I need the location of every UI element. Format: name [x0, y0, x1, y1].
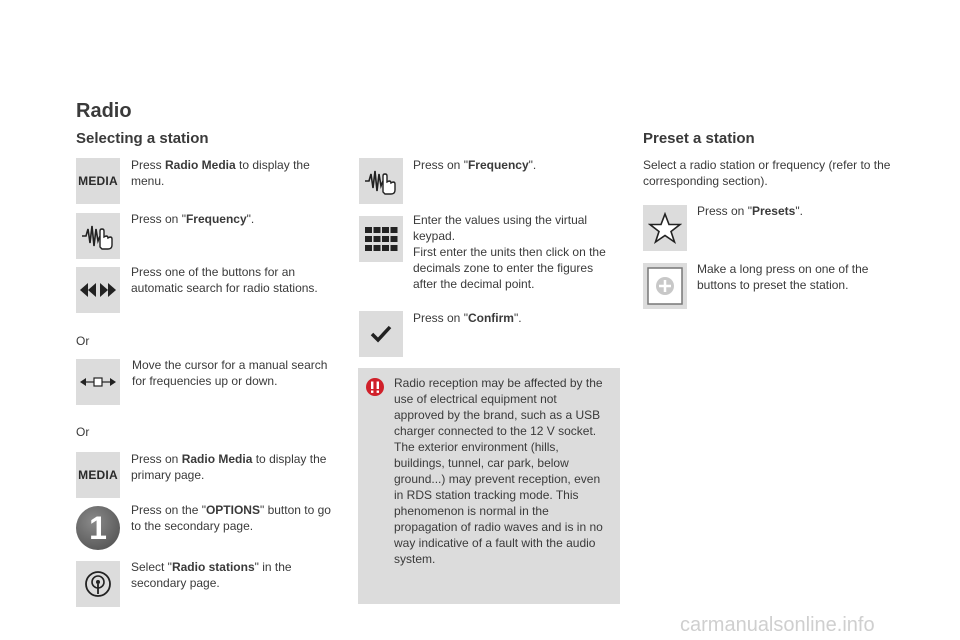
step-press-options: Press on the "OPTIONS" button to go to the secondary page.: [131, 503, 331, 533]
radio-station-icon: [76, 561, 120, 607]
frequency-hand-icon: [359, 158, 403, 204]
step-press-radio-media-primary: Press on Radio Media to display the primary page.: [131, 452, 327, 482]
step-select-radio-stations: Select "Radio stations" in the secondary page.: [131, 560, 292, 590]
step-manual-search: Move the cursor for a manual search for frequencies up or down.: [132, 358, 328, 388]
step-press-presets: Press on "Presets".: [697, 204, 803, 218]
preset-slot-icon: [643, 263, 687, 309]
step-long-press: Make a long press on one of the buttons to preset the station.: [697, 262, 869, 292]
selecting-heading: Selecting a station: [76, 130, 209, 147]
or-label: Or: [76, 425, 90, 439]
step-press-frequency: Press on "Frequency".: [413, 158, 537, 172]
seek-buttons-icon: [76, 267, 120, 313]
media-label: MEDIA: [78, 174, 118, 188]
check-icon: [359, 311, 403, 357]
watermark: carmanualsonline.info: [680, 614, 875, 636]
or-label: Or: [76, 334, 90, 348]
step-press-radio-media: Press Radio Media to display the menu.: [131, 158, 310, 188]
media-button-icon: [76, 158, 120, 204]
step-auto-search: Press one of the buttons for an automatic search for radio stations.: [131, 265, 318, 295]
preset-intro: Select a radio station or frequency (refer to the corresponding section).: [643, 158, 891, 188]
page-title: Radio: [76, 100, 132, 122]
media-button-icon: [76, 452, 120, 498]
chapter-number-badge: 1: [76, 506, 120, 550]
warning-text: Radio reception may be affected by the use of electrical equipment not approved by the brand, such as a USB charger connected to the 12 V socket. The exterior environment (hills, buildings, tunnel, car park, below ground...) may prevent reception, even in RDS station tracking mode. This phenomenon is normal in the propagation of radio waves and is in no way indicative of a fault with the audio system.: [394, 376, 603, 566]
slider-cursor-icon: [76, 359, 120, 405]
keypad-icon: [359, 216, 403, 262]
warning-box: [358, 368, 620, 604]
step-press-frequency: Press on "Frequency".: [131, 212, 255, 226]
frequency-hand-icon: [76, 213, 120, 259]
step-enter-values: Enter the values using the virtual keypad. First enter the units then click on the decimals zone to enter the figures after the decimal point.: [413, 213, 606, 291]
star-icon: [643, 205, 687, 251]
preset-heading: Preset a station: [643, 130, 755, 147]
warning-icon: [366, 378, 384, 396]
media-label: MEDIA: [78, 468, 118, 482]
step-press-confirm: Press on "Confirm".: [413, 311, 522, 325]
